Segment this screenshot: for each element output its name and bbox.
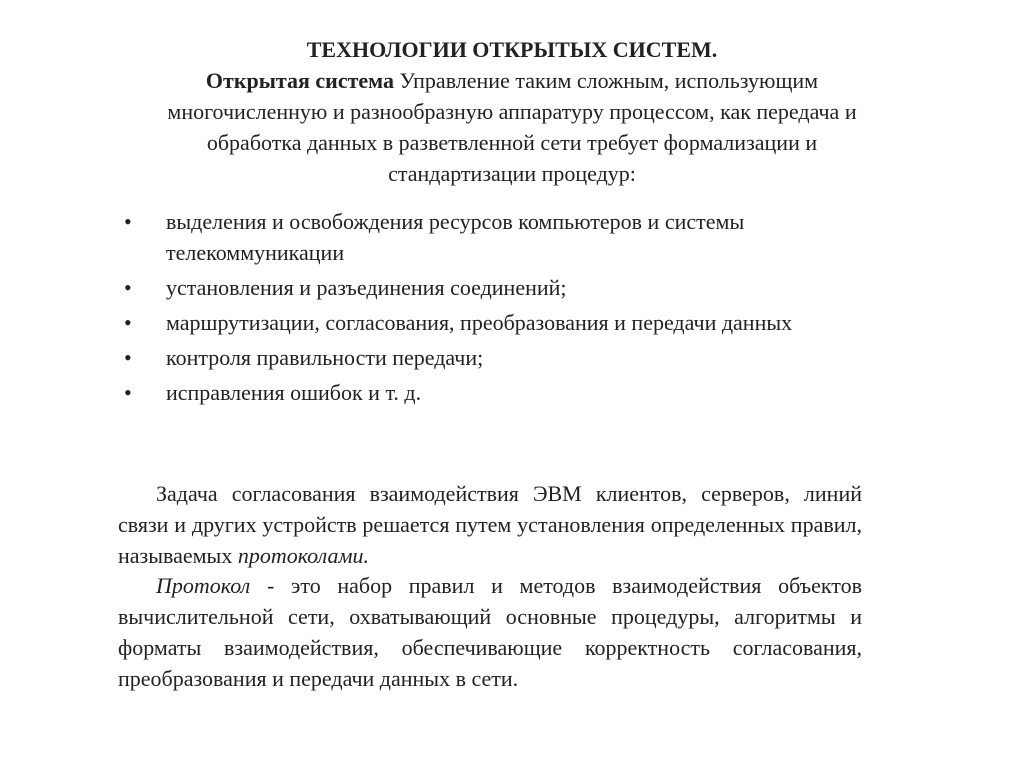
paragraph2-text: - это набор правил и методов взаимодействия объектов вычислительной сети, охватывающий основные процедуры, алгоритмы и форматы взаимодействия, обеспечивающие корректность согласования, преобразования и передачи данных в сети. — [118, 573, 862, 691]
intro-text: Управление таким сложным, использующим многочисленную и разнообразную аппаратуру процессом, как передача и обработка данных в разветвленной сети требует формализации и стандартизации процедур: — [167, 68, 857, 186]
bullet-icon: • — [124, 380, 132, 405]
paragraph1-emphasis: протоколами. — [237, 543, 370, 568]
list-item — [118, 206, 878, 268]
list-item — [118, 307, 878, 338]
protocol-definition-paragraph — [118, 570, 862, 694]
paragraph1-text: Задача согласования взаимодействия ЭВМ клиентов, серверов, линий связи и других устройств решается путем установления определенных правил, называемых — [118, 481, 862, 568]
procedure-list — [118, 206, 878, 412]
bullet-icon: • — [124, 310, 132, 335]
list-item-text: выделения и освобождения ресурсов компьютеров и системы телекоммуникации — [166, 209, 745, 265]
intro-paragraph — [150, 65, 874, 189]
bullet-icon: • — [124, 345, 132, 370]
list-item-text: маршрутизации, согласования, преобразования и передачи данных — [166, 310, 793, 335]
list-item-text: исправления ошибок и т. д. — [166, 380, 422, 405]
list-item — [118, 342, 878, 373]
slide-title: ТЕХНОЛОГИИ ОТКРЫТЫХ СИСТЕМ. — [306, 37, 718, 62]
protocol-task-paragraph — [118, 478, 862, 571]
bullet-icon: • — [124, 209, 132, 234]
list-item-text: установления и разъединения соединений; — [166, 275, 567, 300]
paragraph2-emphasis: Протокол — [156, 573, 251, 598]
list-item-text: контроля правильности передачи; — [166, 345, 484, 370]
list-item — [118, 272, 878, 303]
list-item — [118, 377, 878, 408]
intro-term: Открытая система — [205, 68, 395, 93]
bullet-icon: • — [124, 275, 132, 300]
